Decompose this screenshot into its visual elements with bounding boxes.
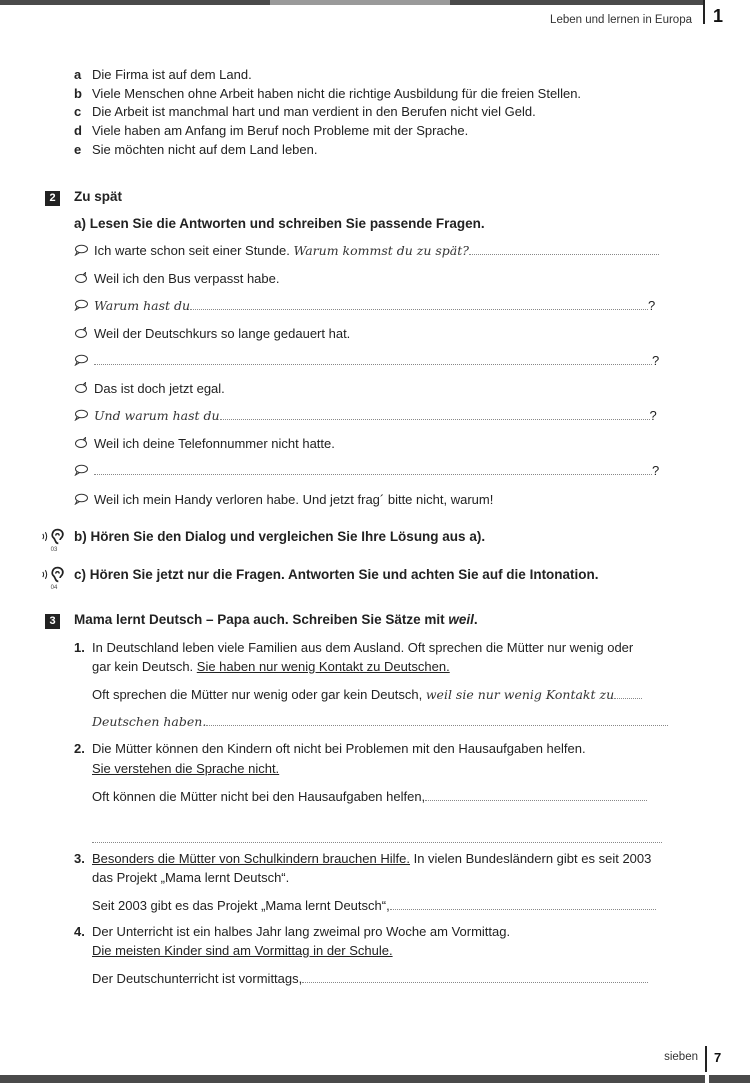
listening-ear-icon xyxy=(41,565,67,584)
dialog-line-6: Das ist doch jetzt egal. xyxy=(74,381,225,396)
task-3-item-4-answer[interactable]: Der Deutschunterricht ist vormittags, xyxy=(92,971,648,986)
list-item: d Viele haben am Anfang im Beruf noch Probleme mit der Sprache. xyxy=(74,123,469,138)
task-3-item-2-line-2: Sie verstehen die Sprache nicht. xyxy=(92,761,280,776)
reply-bubble-icon xyxy=(74,272,88,284)
top-bar-highlight xyxy=(270,0,450,5)
task-3-item-1-answer-cont[interactable] xyxy=(92,714,668,729)
speech-bubble-icon xyxy=(74,354,88,366)
audio-track-04[interactable]: 04 xyxy=(40,565,68,591)
handwritten-answer: Und warum hast du xyxy=(94,408,220,423)
handwritten-answer: weil sie nur wenig Kontakt zu xyxy=(425,687,615,702)
task-3-item-3: 3. Besonders die Mütter von Schulkindern brauchen Hilfe. In vielen Bundesländern gibt es seit 2003 xyxy=(74,851,652,866)
dialog-line-5[interactable]: ? xyxy=(74,353,659,368)
reply-bubble-icon xyxy=(74,437,88,449)
speech-bubble-icon xyxy=(74,493,88,505)
list-item: b Viele Menschen ohne Arbeit haben nicht die richtige Ausbildung für die freien Stellen. xyxy=(74,86,582,101)
audio-track-03[interactable]: 03 xyxy=(40,527,68,553)
handwritten-answer: Warum kommst du zu spät? xyxy=(293,243,469,258)
handwritten-answer: Deutschen haben. xyxy=(92,714,207,729)
list-item: a Die Firma ist auf dem Land. xyxy=(74,67,252,82)
list-item: c Die Arbeit ist manchmal hart und man verdient in den Berufen nicht viel Geld. xyxy=(74,104,536,119)
footer-divider xyxy=(705,1046,707,1072)
task-2b-instruction: b) Hören Sie den Dialog und vergleichen Sie Ihre Lösung aus a). xyxy=(74,529,486,544)
page-number: 7 xyxy=(714,1050,722,1065)
task-2a-instruction: a) Lesen Sie die Antworten und schreiben Sie passende Fragen. xyxy=(74,216,485,231)
speech-bubble-icon xyxy=(74,409,88,421)
dialog-line-9[interactable]: ? xyxy=(74,463,659,478)
task-3-item-3-line-2: das Projekt „Mama lernt Deutsch“. xyxy=(92,870,290,885)
handwritten-answer: Warum hast du xyxy=(94,298,191,313)
speech-bubble-icon xyxy=(74,464,88,476)
task-2-title: Zu spät xyxy=(74,189,123,204)
header-divider xyxy=(703,0,705,24)
task-3-item-2-answer-cont[interactable] xyxy=(92,831,662,846)
list-item: e Sie möchten nicht auf dem Land leben. xyxy=(74,142,318,157)
running-header: Leben und lernen in Europa xyxy=(550,14,692,26)
dialog-line-10: Weil ich mein Handy verloren habe. Und jetzt frag´ bitte nicht, warum! xyxy=(74,492,493,507)
task-3-item-1: 1. In Deutschland leben viele Familien aus dem Ausland. Oft sprechen die Mütter nur wenig oder xyxy=(74,640,634,655)
task-3-item-3-answer[interactable]: Seit 2003 gibt es das Projekt „Mama lernt Deutsch“, xyxy=(92,898,656,913)
task-3-item-1-line-2: gar kein Deutsch. Sie haben nur wenig Kontakt zu Deutschen. xyxy=(92,659,450,674)
reply-bubble-icon xyxy=(74,382,88,394)
bottom-bar xyxy=(0,1075,705,1083)
task-2-number: 2 xyxy=(45,189,60,206)
task-3-item-4-line-2: Die meisten Kinder sind am Vormittag in der Schule. xyxy=(92,943,393,958)
dialog-line-7[interactable]: Und warum hast du ? xyxy=(74,408,657,423)
task-3-number: 3 xyxy=(45,612,60,629)
dialog-line-2: Weil ich den Bus verpasst habe. xyxy=(74,271,279,286)
listening-ear-icon xyxy=(41,527,67,546)
task-3-item-4: 4. Der Unterricht ist ein halbes Jahr lang zweimal pro Woche am Vormittag. xyxy=(74,924,511,939)
reply-bubble-icon xyxy=(74,327,88,339)
dialog-line-3[interactable]: Warum hast du ? xyxy=(74,298,655,313)
dialog-line-4: Weil der Deutschkurs so lange gedauert hat. xyxy=(74,326,350,341)
speech-bubble-icon xyxy=(74,244,88,256)
unit-number: 1 xyxy=(713,6,724,26)
task-3-item-2-answer[interactable]: Oft können die Mütter nicht bei den Hausaufgaben helfen, xyxy=(92,789,647,804)
task-3-title: Mama lernt Deutsch – Papa auch. Schreiben Sie Sätze mit weil. xyxy=(74,612,478,627)
page-word: sieben xyxy=(664,1051,698,1063)
dialog-line-1: Ich warte schon seit einer Stunde. Warum kommst du zu spät? xyxy=(74,243,659,258)
task-3-item-1-answer[interactable]: Oft sprechen die Mütter nur wenig oder gar kein Deutsch, weil sie nur wenig Kontakt zu xyxy=(92,687,642,702)
dialog-line-8: Weil ich deine Telefonnummer nicht hatte. xyxy=(74,436,335,451)
task-2c-instruction: c) Hören Sie jetzt nur die Fragen. Antworten Sie und achten Sie auf die Intonation. xyxy=(74,567,599,582)
speech-bubble-icon xyxy=(74,299,88,311)
bottom-bar-right xyxy=(709,1075,750,1083)
task-3-item-2: 2. Die Mütter können den Kindern oft nicht bei Problemen mit den Hausaufgaben helfen. xyxy=(74,741,586,756)
